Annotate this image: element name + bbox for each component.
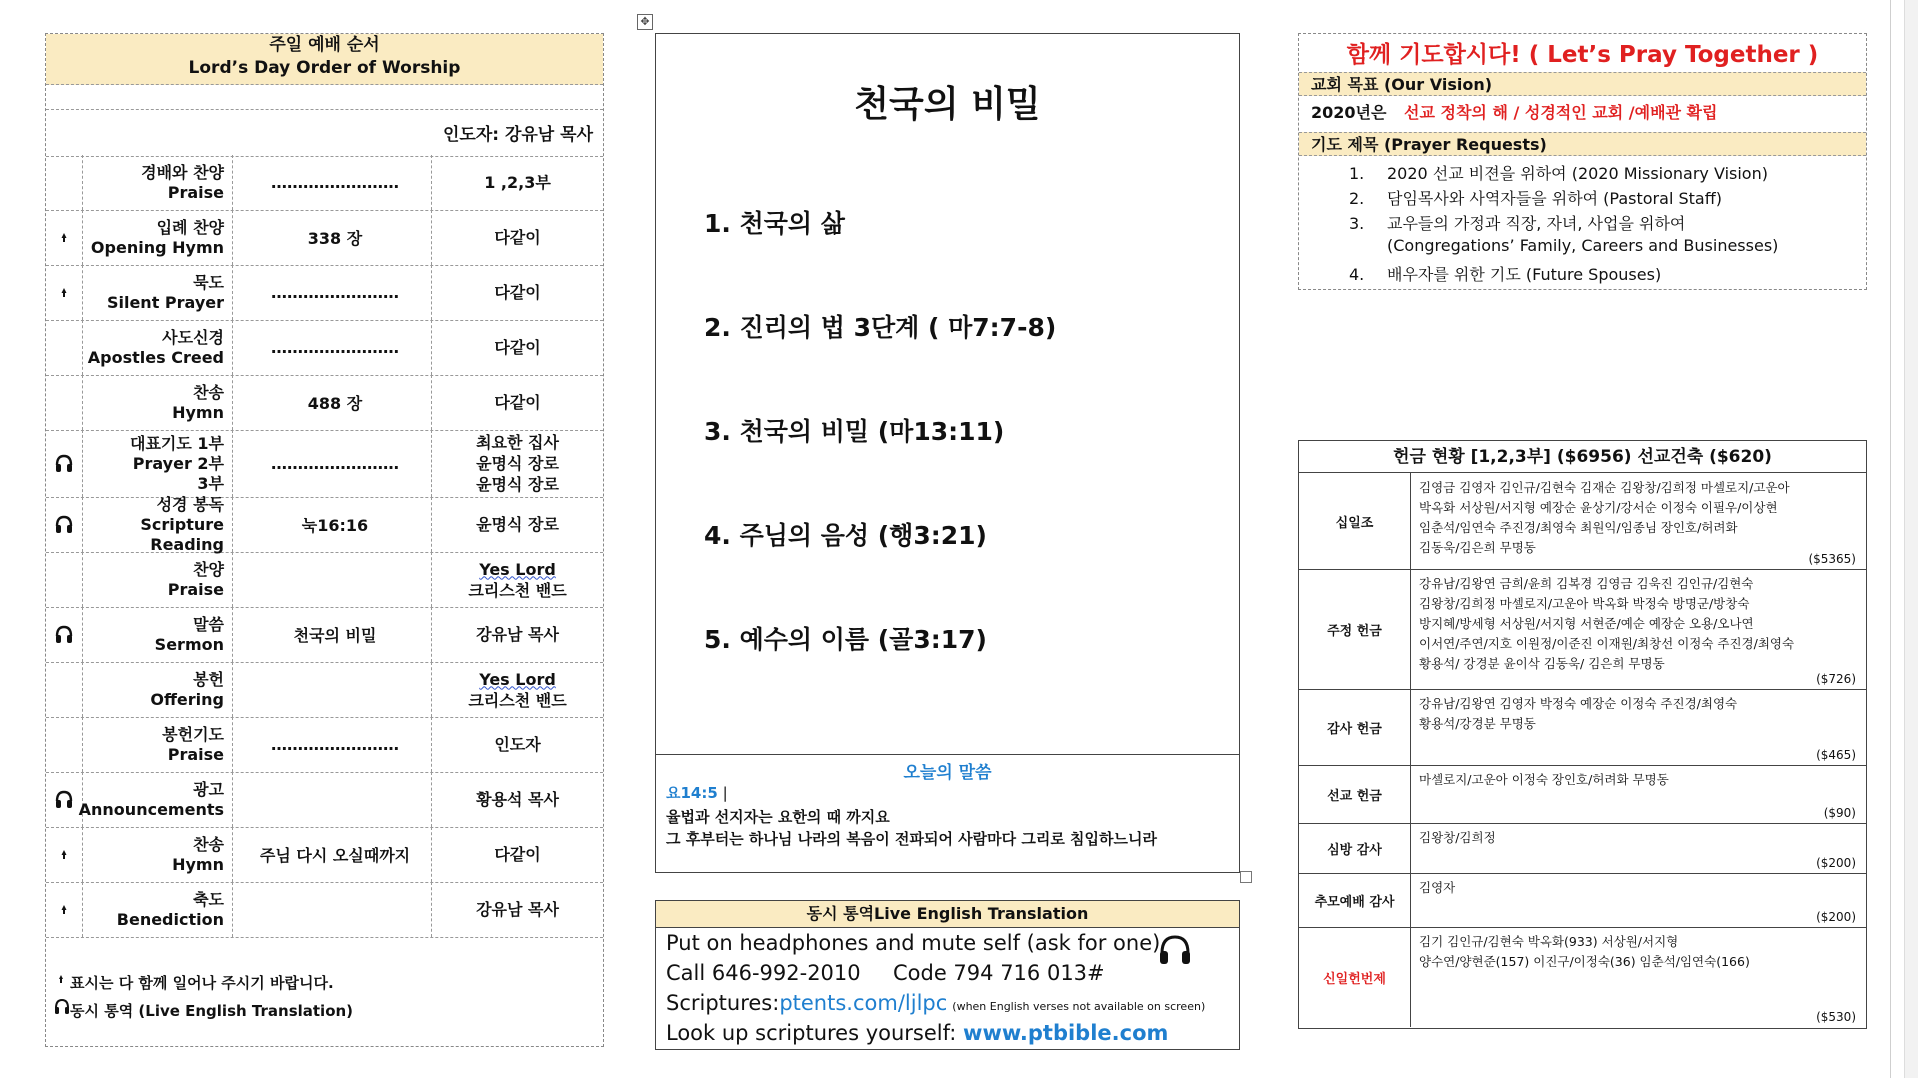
worship-leader: 인도자: 강유남 목사 — [442, 125, 593, 145]
worship-item-name: 광고 Announcements — [83, 772, 233, 827]
requests-label: 기도 제목 (Prayer Requests) — [1299, 132, 1866, 156]
stand-icon — [54, 972, 70, 990]
today-word-title: 오늘의 말씀 — [903, 763, 992, 783]
scriptures-link[interactable]: ptents.com/ljlpc — [779, 991, 948, 1015]
prayer-request: (Congregations’ Family, Careers and Businesses) — [1387, 236, 1779, 255]
icon-cell — [46, 155, 83, 210]
worship-item-name: 입례 찬양 Opening Hymn — [83, 210, 233, 265]
worship-item-name: 사도신경 Apostles Creed — [83, 320, 233, 375]
translation-header: 동시 통역Live English Translation — [656, 901, 1239, 928]
worship-item-leader: Yes Lord 크리스천 밴드 — [468, 669, 567, 710]
lookup-line: Look up scriptures yourself: www.ptbible.com — [666, 1021, 1169, 1045]
sermon-point: 2. 진리의 법 3단계 ( 마7:7-8) — [704, 313, 1057, 342]
worship-row — [46, 607, 603, 663]
offering-row — [1299, 823, 1866, 874]
headphones-icon — [1158, 933, 1192, 971]
worship-row — [46, 210, 603, 266]
worship-item-detail: …………………… — [239, 320, 432, 375]
worship-leader-row — [46, 109, 603, 157]
headphones-icon — [46, 607, 83, 662]
scriptures-note: (when English verses not available on screen) — [952, 1000, 1206, 1013]
stand-note: 표시는 다 함께 일어나 주시기 바랍니다. — [54, 972, 334, 993]
sermon-point: 5. 예수의 이름 (골3:17) — [704, 625, 987, 654]
worship-item-name: 축도 Benediction — [83, 882, 233, 937]
worship-item-detail: 주님 다시 오실때까지 — [239, 827, 432, 882]
stand-icon — [46, 210, 83, 265]
call-number: Call 646-992-2010 — [666, 961, 861, 985]
worship-item-name: 찬송 Hymn — [83, 827, 233, 882]
offering-names: 김영자 — [1419, 880, 1456, 895]
worship-row — [46, 265, 603, 321]
prayer-title: 함께 기도합시다! ( Let’s Pray Together ) — [1346, 42, 1819, 68]
worship-item-name: 봉헌기도 Praise — [83, 717, 233, 772]
worship-row — [46, 375, 603, 431]
worship-item-name: 찬양 Praise — [83, 552, 233, 607]
worship-item-name: 말씀 Sermon — [83, 607, 233, 662]
worship-item-detail: 천국의 비밀 — [239, 607, 432, 662]
prayer-request: 1. 2020 선교 비젼을 위하여 (2020 Missionary Vision) — [1349, 164, 1768, 183]
offering-label: 주정 헌금 — [1299, 569, 1411, 689]
vertical-scrollbar[interactable] — [1904, 0, 1918, 1078]
offering-row — [1299, 927, 1866, 1027]
worship-item-detail: 488 장 — [239, 375, 432, 430]
worship-row — [46, 772, 603, 828]
prayer-request: 4. 배우자를 위한 기도 (Future Spouses) — [1349, 265, 1662, 284]
verse-line: 율법과 선지자는 요한의 때 까지요 — [666, 808, 890, 826]
icon-cell — [46, 375, 83, 430]
worship-row — [46, 320, 603, 376]
prayer-request: 3. 교우들의 가정과 직장, 자녀, 사업을 위하여 — [1349, 214, 1686, 233]
vision-label: 교회 목표 (Our Vision) — [1299, 72, 1866, 96]
worship-item-detail — [239, 662, 432, 717]
worship-item-leader: 1 ,2,3부 — [484, 173, 551, 192]
worship-row — [46, 494, 603, 554]
offering-amount: ($726) — [1816, 672, 1856, 686]
verse-line: 그 후부터는 하나님 나라의 복음이 전파되어 사람마다 그리로 침입하느니라 — [666, 830, 1157, 848]
offering-names: 마셀로지/고운아 이정숙 장인호/허려화 무명동 — [1419, 772, 1669, 787]
table-resize-handle[interactable] — [1240, 871, 1252, 883]
worship-row — [46, 882, 603, 938]
worship-item-detail: …………………… — [239, 430, 432, 497]
worship-item-name: 봉헌 Offering — [83, 662, 233, 717]
translation-instruction: Put on headphones and mute self (ask for one) — [666, 931, 1161, 955]
worship-row — [46, 662, 603, 718]
offering-names: 김기 김인규/김현숙 박옥화(933) 서상원/서지형 양수연/양현준(157) 이진구/이정숙(36) 임춘석/임연숙(166) — [1419, 934, 1750, 969]
prayer-request: 2. 담임목사와 사역자들을 위하여 (Pastoral Staff) — [1349, 189, 1722, 208]
offering-amount: ($5365) — [1808, 552, 1856, 566]
worship-item-name: 찬송 Hymn — [83, 375, 233, 430]
worship-item-leader: 최요한 집사 윤명식 장로 윤명식 장로 — [476, 433, 559, 494]
worship-row — [46, 155, 603, 211]
worship-item-detail: …………………… — [239, 265, 432, 320]
vision-goals: 선교 정착의 해 / 성경적인 교회 /예배관 확립 — [1404, 103, 1718, 122]
worship-item-name: 묵도 Silent Prayer — [83, 265, 233, 320]
offering-label: 신일헌번제 — [1299, 927, 1411, 1027]
worship-item-detail — [239, 552, 432, 607]
live-translation-box — [655, 900, 1240, 1050]
worship-item-leader: 다같이 — [494, 283, 541, 302]
worship-row — [46, 552, 603, 608]
worship-item-name: 경배와 찬양 Praise — [83, 155, 233, 210]
offering-label: 감사 헌금 — [1299, 689, 1411, 765]
vision-line — [1311, 100, 1717, 123]
worship-item-leader: 다같이 — [494, 228, 541, 247]
offering-names: 강유남/김왕연 김영자 박정숙 예장순 이정숙 주진경/최영숙 황용석/강경분 무명동 — [1419, 696, 1738, 731]
headphones-icon — [46, 772, 83, 827]
headphones-icon — [54, 998, 70, 1016]
worship-item-leader: 강유남 목사 — [476, 900, 559, 919]
order-of-worship-table — [45, 33, 604, 1047]
divider — [656, 754, 1239, 755]
offering-header: 헌금 현황 [1,2,3부] ($6956) 선교건축 ($620) — [1299, 441, 1866, 473]
page-edge — [1890, 0, 1891, 1078]
sermon-point: 3. 천국의 비밀 (마13:11) — [704, 417, 1005, 446]
icon-cell — [46, 320, 83, 375]
sermon-title: 천국의 비밀 — [854, 84, 1041, 125]
worship-header — [46, 34, 603, 85]
worship-item-detail: …………………… — [239, 155, 432, 210]
vision-year: 2020년은 — [1311, 103, 1387, 122]
worship-row — [46, 717, 603, 773]
stand-icon — [46, 827, 83, 882]
worship-item-detail: 눅16:16 — [239, 497, 432, 552]
offering-row — [1299, 689, 1866, 766]
stand-icon — [46, 265, 83, 320]
worship-item-detail: …………………… — [239, 717, 432, 772]
icon-cell — [46, 662, 83, 717]
worship-item-detail — [239, 772, 432, 827]
offering-row — [1299, 765, 1866, 824]
offering-names: 강유남/김왕연 금희/윤희 김복경 김영금 김욱진 김인규/김현숙 김왕창/김희정 마셀로지/고운아 박옥화 박정숙 방명군/방창숙 방지혜/방세형 서상원/서지형 서현준/예순 예장순 오용/오나연 이서연/주연/지호 이원정/이준진 이재원/최창선 이정숙 주진경/최영숙 황용석/ 강경분 윤이삭 김동욱/ 김은희 무명동 — [1419, 576, 1795, 671]
offering-label: 추모예배 감사 — [1299, 873, 1411, 927]
headphones-icon — [46, 497, 83, 552]
offering-label: 심방 감사 — [1299, 823, 1411, 873]
meeting-code: Code 794 716 013# — [893, 961, 1105, 985]
offering-row — [1299, 569, 1866, 690]
worship-item-leader: 인도자 — [494, 735, 541, 754]
worship-item-leader: 황용석 목사 — [476, 790, 559, 809]
worship-title-en: Lord’s Day Order of Worship — [188, 58, 461, 78]
worship-item-name: 대표기도 1부 Prayer 2부 3부 — [83, 430, 233, 497]
sermon-point: 1. 천국의 삶 — [704, 209, 845, 238]
sermon-point: 4. 주님의 음성 (행3:21) — [704, 521, 987, 550]
sermon-outline-box — [655, 33, 1240, 873]
prayer-box — [1298, 33, 1867, 290]
offering-amount: ($90) — [1823, 806, 1856, 820]
worship-title-ko: 주일 예배 순서 — [269, 35, 380, 55]
worship-item-detail: 338 장 — [239, 210, 432, 265]
offering-amount: ($200) — [1816, 910, 1856, 924]
worship-item-leader: 다같이 — [494, 338, 541, 357]
stand-icon — [46, 882, 83, 937]
headphones-icon — [46, 430, 83, 497]
worship-item-leader: 강유남 목사 — [476, 625, 559, 644]
table-move-handle-icon[interactable]: ✥ — [637, 14, 653, 30]
verse-reference[interactable]: 요14:5 | — [666, 784, 728, 802]
worship-row — [46, 430, 603, 498]
worship-item-leader: Yes Lord 크리스천 밴드 — [468, 559, 567, 600]
icon-cell — [46, 552, 83, 607]
offering-label: 십일조 — [1299, 473, 1411, 569]
offering-names: 김왕창/김희정 — [1419, 830, 1496, 845]
offering-row — [1299, 473, 1866, 570]
worship-item-detail — [239, 882, 432, 937]
offering-names: 김영금 김영자 김인규/김현숙 김재순 김왕창/김희정 마셀로지/고운아 박옥화 서상원/서지형 예장순 윤상기/강서순 이정숙 이필우/이상현 임춘석/임연숙 주진경/최영숙 최원익/임종님 장인호/허려화 김동욱/김은희 무명동 — [1419, 480, 1790, 555]
worship-item-leader: 다같이 — [494, 845, 541, 864]
offering-label: 선교 헌금 — [1299, 765, 1411, 823]
offering-amount: ($200) — [1816, 856, 1856, 870]
icon-cell — [46, 717, 83, 772]
worship-item-name: 성경 봉독 Scripture Reading — [83, 497, 233, 552]
worship-item-leader: 윤명식 장로 — [476, 515, 559, 534]
worship-row — [46, 827, 603, 883]
bible-link[interactable]: www.ptbible.com — [963, 1021, 1169, 1045]
offering-amount: ($530) — [1816, 1010, 1856, 1024]
scriptures-line: Scriptures:ptents.com/ljlpc (when English verses not available on screen) — [666, 991, 1206, 1015]
worship-item-leader: 다같이 — [494, 393, 541, 412]
offering-amount: ($465) — [1816, 748, 1856, 762]
translation-note: 동시 통역 (Live English Translation) — [54, 998, 353, 1021]
offering-table — [1298, 440, 1867, 1029]
offering-row — [1299, 873, 1866, 928]
